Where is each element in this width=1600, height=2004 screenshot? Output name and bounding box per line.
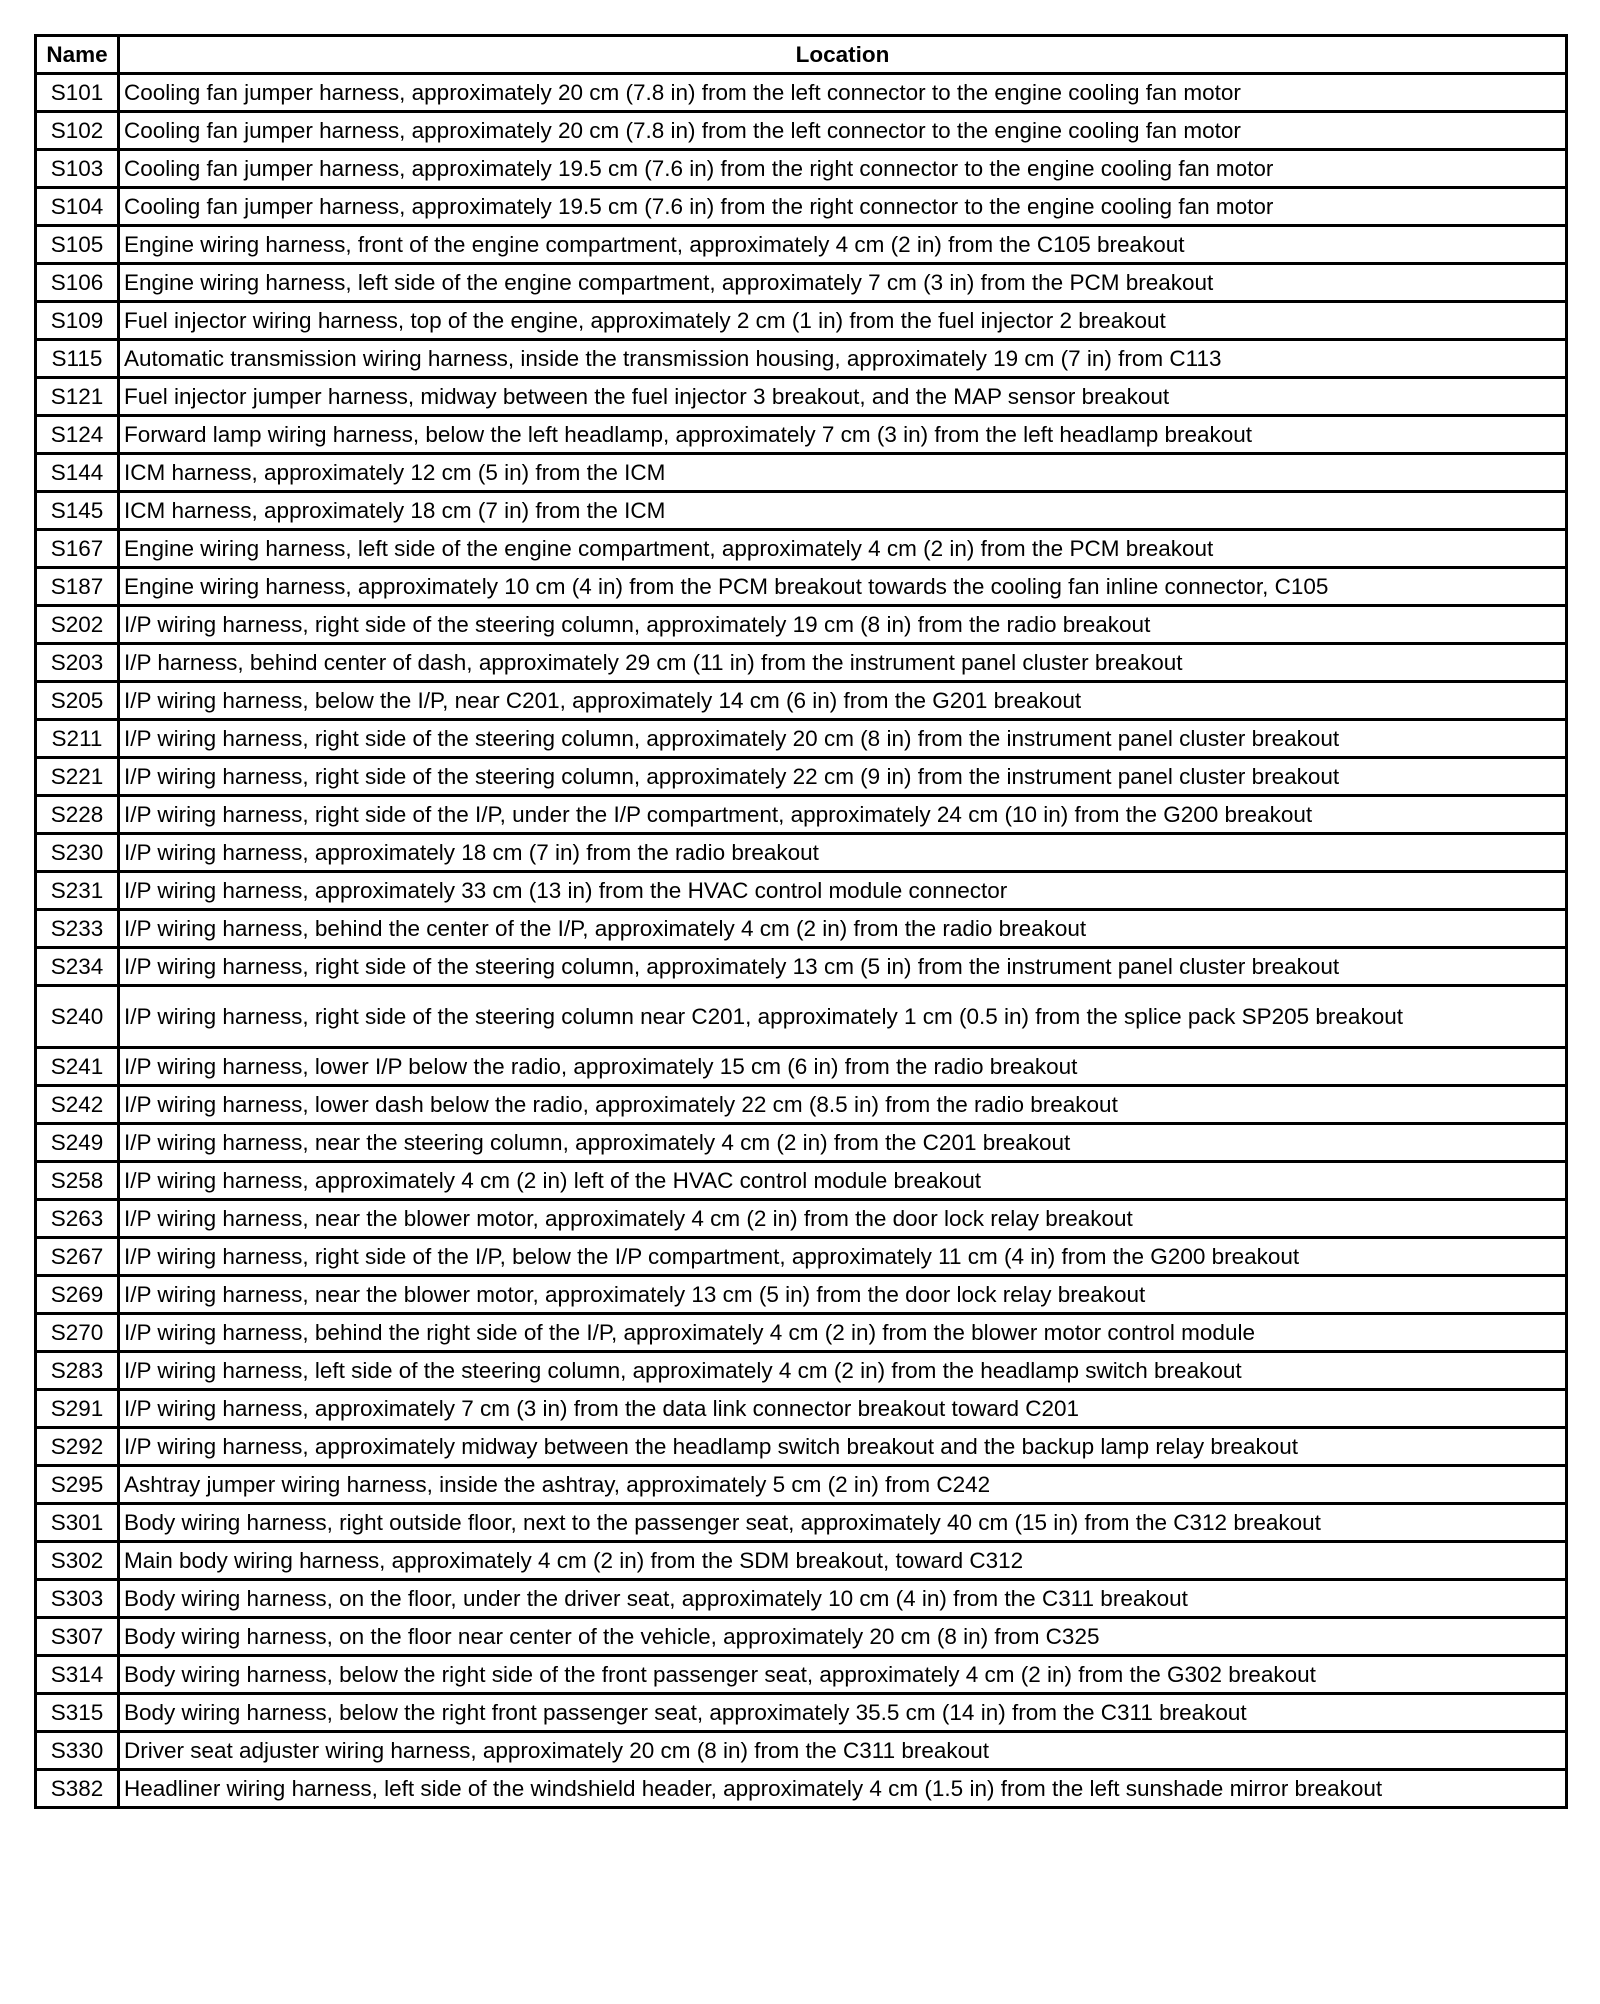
splice-location-cell: I/P wiring harness, below the I/P, near C201, approximately 14 cm (6 in) from the G201 breakout	[119, 682, 1567, 720]
table-row	[36, 1352, 1567, 1390]
splice-location-cell: Cooling fan jumper harness, approximately 19.5 cm (7.6 in) from the right connector to the engine cooling fan motor	[119, 188, 1567, 226]
splice-name-cell: S167	[36, 530, 119, 568]
table-row	[36, 340, 1567, 378]
table-row	[36, 1124, 1567, 1162]
table-row	[36, 1542, 1567, 1580]
splice-location-cell: I/P wiring harness, left side of the steering column, approximately 4 cm (2 in) from the headlamp switch breakout	[119, 1352, 1567, 1390]
splice-name-cell: S269	[36, 1276, 119, 1314]
splice-location-cell: Body wiring harness, on the floor, under the driver seat, approximately 10 cm (4 in) from the C311 breakout	[119, 1580, 1567, 1618]
splice-location-cell: Cooling fan jumper harness, approximately 20 cm (7.8 in) from the left connector to the engine cooling fan motor	[119, 74, 1567, 112]
splice-location-cell: I/P wiring harness, near the blower motor, approximately 13 cm (5 in) from the door lock relay breakout	[119, 1276, 1567, 1314]
table-row	[36, 226, 1567, 264]
splice-name-cell: S258	[36, 1162, 119, 1200]
table-row	[36, 492, 1567, 530]
table-row	[36, 1694, 1567, 1732]
splice-name-cell: S211	[36, 720, 119, 758]
splice-location-cell: Body wiring harness, below the right side of the front passenger seat, approximately 4 cm (2 in) from the G302 breakout	[119, 1656, 1567, 1694]
splice-location-cell: I/P wiring harness, right side of the steering column, approximately 19 cm (8 in) from the radio breakout	[119, 606, 1567, 644]
table-row	[36, 1238, 1567, 1276]
table-row	[36, 1466, 1567, 1504]
splice-location-cell: I/P wiring harness, near the blower motor, approximately 4 cm (2 in) from the door lock relay breakout	[119, 1200, 1567, 1238]
table-row	[36, 150, 1567, 188]
splice-location-table-container	[34, 34, 1565, 1809]
splice-name-cell: S101	[36, 74, 119, 112]
table-row	[36, 1618, 1567, 1656]
splice-location-cell: I/P wiring harness, behind the center of the I/P, approximately 4 cm (2 in) from the radio breakout	[119, 910, 1567, 948]
splice-name-cell: S115	[36, 340, 119, 378]
splice-name-cell: S230	[36, 834, 119, 872]
splice-name-cell: S263	[36, 1200, 119, 1238]
splice-location-cell: Fuel injector wiring harness, top of the engine, approximately 2 cm (1 in) from the fuel injector 2 breakout	[119, 302, 1567, 340]
table-row	[36, 1390, 1567, 1428]
table-row	[36, 1504, 1567, 1542]
splice-name-cell: S330	[36, 1732, 119, 1770]
table-row	[36, 872, 1567, 910]
table-row	[36, 720, 1567, 758]
table-row	[36, 948, 1567, 986]
splice-location-cell: I/P wiring harness, right side of the I/P, below the I/P compartment, approximately 11 cm (4 in) from the G200 breakout	[119, 1238, 1567, 1276]
splice-location-cell: Cooling fan jumper harness, approximately 19.5 cm (7.6 in) from the right connector to the engine cooling fan motor	[119, 150, 1567, 188]
splice-location-cell: I/P wiring harness, approximately 7 cm (3 in) from the data link connector breakout toward C201	[119, 1390, 1567, 1428]
table-row	[36, 1656, 1567, 1694]
splice-location-cell: Ashtray jumper wiring harness, inside the ashtray, approximately 5 cm (2 in) from C242	[119, 1466, 1567, 1504]
splice-name-cell: S104	[36, 188, 119, 226]
splice-name-cell: S291	[36, 1390, 119, 1428]
splice-name-cell: S295	[36, 1466, 119, 1504]
splice-name-cell: S233	[36, 910, 119, 948]
table-row	[36, 1086, 1567, 1124]
splice-name-cell: S234	[36, 948, 119, 986]
splice-name-cell: S121	[36, 378, 119, 416]
splice-name-cell: S144	[36, 454, 119, 492]
splice-location-cell: ICM harness, approximately 18 cm (7 in) from the ICM	[119, 492, 1567, 530]
splice-location-cell: I/P wiring harness, approximately midway between the headlamp switch breakout and the backup lamp relay breakout	[119, 1428, 1567, 1466]
table-row	[36, 796, 1567, 834]
column-header-location: Location	[119, 36, 1567, 74]
table-row	[36, 1048, 1567, 1086]
splice-location-cell: I/P wiring harness, approximately 33 cm (13 in) from the HVAC control module connector	[119, 872, 1567, 910]
splice-location-cell: Fuel injector jumper harness, midway between the fuel injector 3 breakout, and the MAP sensor breakout	[119, 378, 1567, 416]
splice-name-cell: S241	[36, 1048, 119, 1086]
splice-name-cell: S283	[36, 1352, 119, 1390]
splice-location-cell: Body wiring harness, on the floor near center of the vehicle, approximately 20 cm (8 in) from C325	[119, 1618, 1567, 1656]
splice-name-cell: S292	[36, 1428, 119, 1466]
splice-location-cell: I/P wiring harness, approximately 4 cm (2 in) left of the HVAC control module breakout	[119, 1162, 1567, 1200]
splice-location-cell: Engine wiring harness, left side of the engine compartment, approximately 7 cm (3 in) from the PCM breakout	[119, 264, 1567, 302]
table-row	[36, 378, 1567, 416]
table-row	[36, 1200, 1567, 1238]
splice-name-cell: S307	[36, 1618, 119, 1656]
splice-location-cell: I/P wiring harness, right side of the I/P, under the I/P compartment, approximately 24 cm (10 in) from the G200 breakout	[119, 796, 1567, 834]
splice-location-cell: I/P wiring harness, right side of the steering column, approximately 20 cm (8 in) from the instrument panel cluster breakout	[119, 720, 1567, 758]
splice-location-cell: ICM harness, approximately 12 cm (5 in) from the ICM	[119, 454, 1567, 492]
table-row	[36, 606, 1567, 644]
splice-name-cell: S105	[36, 226, 119, 264]
splice-name-cell: S303	[36, 1580, 119, 1618]
splice-name-cell: S187	[36, 568, 119, 606]
table-row	[36, 1732, 1567, 1770]
table-row	[36, 644, 1567, 682]
splice-name-cell: S315	[36, 1694, 119, 1732]
splice-name-cell: S145	[36, 492, 119, 530]
splice-location-cell: I/P wiring harness, right side of the steering column, approximately 22 cm (9 in) from the instrument panel cluster breakout	[119, 758, 1567, 796]
splice-name-cell: S109	[36, 302, 119, 340]
table-row	[36, 1770, 1567, 1808]
table-row	[36, 568, 1567, 606]
splice-name-cell: S205	[36, 682, 119, 720]
table-row	[36, 112, 1567, 150]
table-row	[36, 188, 1567, 226]
splice-location-table	[34, 34, 1568, 1809]
splice-name-cell: S228	[36, 796, 119, 834]
table-row	[36, 1428, 1567, 1466]
splice-location-cell: Body wiring harness, right outside floor, next to the passenger seat, approximately 40 cm (15 in) from the C312 breakout	[119, 1504, 1567, 1542]
table-header-row	[36, 36, 1567, 74]
table-row	[36, 834, 1567, 872]
splice-location-cell: I/P harness, behind center of dash, approximately 29 cm (11 in) from the instrument panel cluster breakout	[119, 644, 1567, 682]
table-row	[36, 264, 1567, 302]
table-row	[36, 1580, 1567, 1618]
table-row	[36, 910, 1567, 948]
splice-name-cell: S302	[36, 1542, 119, 1580]
splice-name-cell: S221	[36, 758, 119, 796]
splice-location-cell: Engine wiring harness, left side of the engine compartment, approximately 4 cm (2 in) from the PCM breakout	[119, 530, 1567, 568]
table-row	[36, 758, 1567, 796]
table-row	[36, 454, 1567, 492]
splice-location-cell: Forward lamp wiring harness, below the left headlamp, approximately 7 cm (3 in) from the left headlamp breakout	[119, 416, 1567, 454]
splice-location-cell: I/P wiring harness, near the steering column, approximately 4 cm (2 in) from the C201 breakout	[119, 1124, 1567, 1162]
splice-name-cell: S301	[36, 1504, 119, 1542]
splice-location-cell: I/P wiring harness, approximately 18 cm (7 in) from the radio breakout	[119, 834, 1567, 872]
splice-name-cell: S242	[36, 1086, 119, 1124]
splice-location-cell: Engine wiring harness, front of the engine compartment, approximately 4 cm (2 in) from the C105 breakout	[119, 226, 1567, 264]
splice-location-cell: I/P wiring harness, right side of the steering column, approximately 13 cm (5 in) from the instrument panel cluster breakout	[119, 948, 1567, 986]
splice-name-cell: S240	[36, 986, 119, 1048]
splice-location-cell: I/P wiring harness, right side of the steering column near C201, approximately 1 cm (0.5 in) from the splice pack SP205 breakout	[119, 986, 1567, 1048]
splice-name-cell: S106	[36, 264, 119, 302]
table-row	[36, 682, 1567, 720]
splice-name-cell: S102	[36, 112, 119, 150]
splice-location-cell: Cooling fan jumper harness, approximately 20 cm (7.8 in) from the left connector to the engine cooling fan motor	[119, 112, 1567, 150]
table-row	[36, 416, 1567, 454]
column-header-name: Name	[36, 36, 119, 74]
table-row	[36, 1276, 1567, 1314]
table-row	[36, 74, 1567, 112]
splice-location-cell: Headliner wiring harness, left side of the windshield header, approximately 4 cm (1.5 in) from the left sunshade mirror breakout	[119, 1770, 1567, 1808]
splice-name-cell: S203	[36, 644, 119, 682]
splice-location-cell: I/P wiring harness, behind the right side of the I/P, approximately 4 cm (2 in) from the blower motor control module	[119, 1314, 1567, 1352]
table-row	[36, 302, 1567, 340]
splice-location-cell: Automatic transmission wiring harness, inside the transmission housing, approximately 19 cm (7 in) from C113	[119, 340, 1567, 378]
splice-location-cell: I/P wiring harness, lower dash below the radio, approximately 22 cm (8.5 in) from the radio breakout	[119, 1086, 1567, 1124]
splice-name-cell: S231	[36, 872, 119, 910]
splice-location-cell: Driver seat adjuster wiring harness, approximately 20 cm (8 in) from the C311 breakout	[119, 1732, 1567, 1770]
splice-name-cell: S103	[36, 150, 119, 188]
splice-location-cell: Body wiring harness, below the right front passenger seat, approximately 35.5 cm (14 in) from the C311 breakout	[119, 1694, 1567, 1732]
table-row	[36, 530, 1567, 568]
splice-location-cell: Engine wiring harness, approximately 10 cm (4 in) from the PCM breakout towards the cooling fan inline connector, C105	[119, 568, 1567, 606]
table-row	[36, 986, 1567, 1048]
splice-name-cell: S124	[36, 416, 119, 454]
splice-location-cell: I/P wiring harness, lower I/P below the radio, approximately 15 cm (6 in) from the radio breakout	[119, 1048, 1567, 1086]
table-body	[36, 74, 1567, 1808]
splice-location-cell: Main body wiring harness, approximately 4 cm (2 in) from the SDM breakout, toward C312	[119, 1542, 1567, 1580]
splice-name-cell: S249	[36, 1124, 119, 1162]
table-row	[36, 1162, 1567, 1200]
table-row	[36, 1314, 1567, 1352]
splice-name-cell: S267	[36, 1238, 119, 1276]
splice-name-cell: S270	[36, 1314, 119, 1352]
splice-name-cell: S314	[36, 1656, 119, 1694]
splice-name-cell: S382	[36, 1770, 119, 1808]
splice-name-cell: S202	[36, 606, 119, 644]
